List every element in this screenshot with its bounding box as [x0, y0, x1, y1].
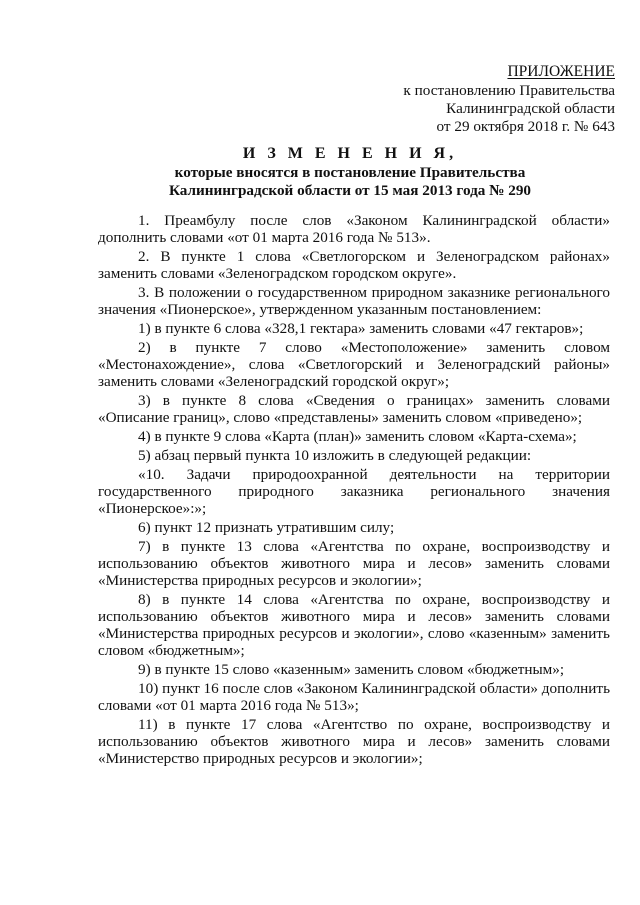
paragraph: 2) в пункте 7 слово «Местоположение» заменить словом «Местонахождение», слова «Светлогорский и Зеленоградский районы» заменить словами «Зеленоградский городской округ»; [98, 339, 610, 390]
document-body [98, 212, 610, 769]
document-title: И З М Е Н Е Н И Я, [242, 145, 458, 162]
paragraph: «10. Задачи природоохранной деятельности на территории государственного природного заказника регионального значения «Пионерское»:»; [98, 466, 610, 517]
paragraph: 7) в пункте 13 слова «Агентства по охране, воспроизводству и использованию объектов животного мира и лесов» заменить словами «Министерства природных ресурсов и экологии»; [98, 538, 610, 589]
paragraph: 1) в пункте 6 слова «328,1 гектара» заменить словами «47 гектаров»; [138, 320, 584, 337]
appendix-line-2: Калининградской области [446, 100, 615, 117]
paragraph: 5) абзац первый пункта 10 изложить в следующей редакции: [138, 447, 532, 464]
appendix-line-1: к постановлению Правительства [403, 82, 615, 99]
paragraph: 6) пункт 12 признать утратившим силу; [138, 519, 395, 536]
paragraph: 2. В пункте 1 слова «Светлогорском и Зеленоградском районах» заменить словами «Зеленоградском городском округе». [98, 248, 610, 282]
appendix-title: ПРИЛОЖЕНИЕ [507, 63, 615, 80]
paragraph: 11) в пункте 17 слова «Агентство по охране, воспроизводству и использованию объектов животного мира и лесов» заменить словами «Министерство природных ресурсов и экологии»; [98, 716, 610, 767]
paragraph: 3) в пункте 8 слова «Сведения о границах» заменить словами «Описание границ», слово «представлены» заменить словом «приведено»; [98, 392, 610, 426]
paragraph: 3. В положении о государственном природном заказнике регионального значения «Пионерское», утвержденном указанным постановлением: [98, 284, 610, 318]
paragraph: 4) в пункте 9 слова «Карта (план)» заменить словом «Карта-схема»; [138, 428, 577, 445]
document-subtitle-2: Калининградской области от 15 мая 2013 года № 290 [168, 182, 532, 199]
paragraph: 1. Преамбулу после слов «Законом Калининградской области» дополнить словами «от 01 марта 2016 года № 513». [98, 212, 610, 246]
document-subtitle-1: которые вносятся в постановление Правительства [174, 164, 526, 181]
paragraph: 8) в пункте 14 слова «Агентства по охране, воспроизводству и использованию объектов животного мира и лесов» заменить словами «Министерства природных ресурсов и экологии», слово «казенным» заменить словом «бюджетным»; [98, 591, 610, 659]
appendix-line-3: от 29 октября 2018 г. № 643 [436, 118, 615, 135]
paragraph: 10) пункт 16 после слов «Законом Калининградской области» дополнить словами «от 01 марта 2016 года № 513»; [98, 680, 610, 714]
paragraph: 9) в пункте 15 слово «казенным» заменить словом «бюджетным»; [138, 661, 565, 678]
